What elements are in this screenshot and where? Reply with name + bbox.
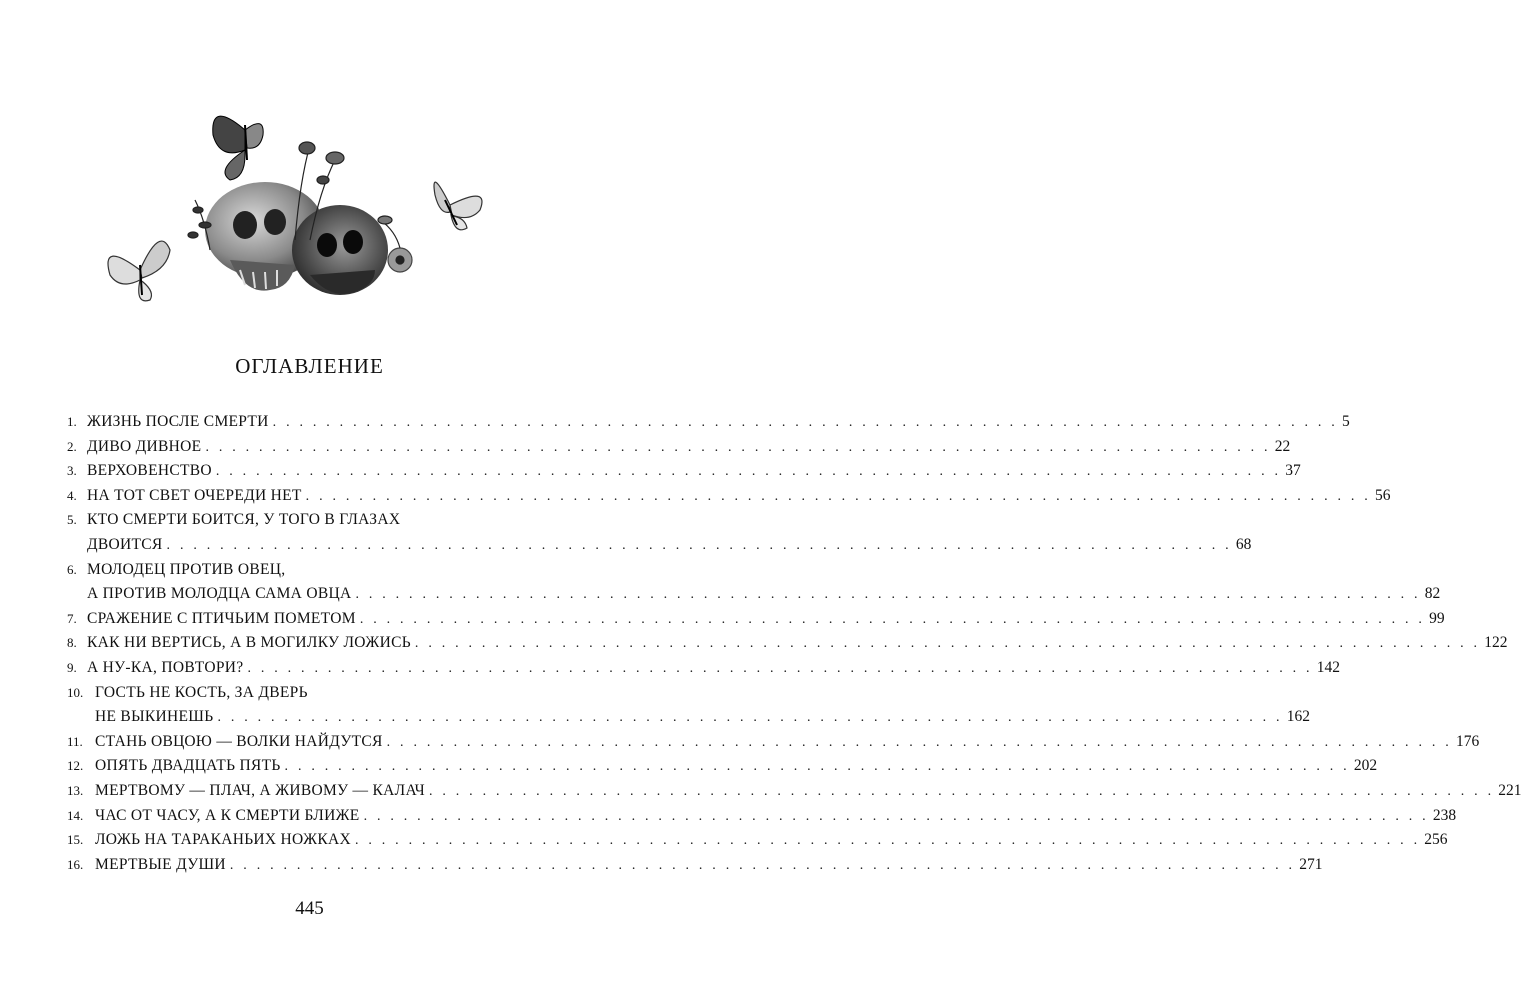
dot-leader: . . . . . . . . . . . . . . . . . . . . . . . . . . . . . . . . . . . . . . . . . . . . . . . . . . . . . . . . . . . . . . . . . . . . . . . . . . . . . . . . <box>205 439 1271 455</box>
toc-entry-number: 2. <box>67 438 77 454</box>
toc-entry-page: 221 <box>1498 781 1522 799</box>
toc-entry-number: 12. <box>67 758 84 774</box>
table-of-contents <box>67 410 1522 877</box>
toc-entry-number: 7. <box>67 610 77 626</box>
toc-entry-title: А ПРОТИВ МОЛОДЦА САМА ОВЦА <box>87 585 352 603</box>
dot-leader: . . . . . . . . . . . . . . . . . . . . . . . . . . . . . . . . . . . . . . . . . . . . . . . . . . . . . . . . . . . . . . . . . . . . . . . . . . . . . . . . <box>229 857 1296 873</box>
toc-entry-page: 68 <box>1235 535 1252 553</box>
toc-entry-title: ЖИЗНЬ ПОСЛЕ СМЕРТИ <box>87 413 269 430</box>
page-number: 445 <box>295 898 324 919</box>
dot-leader: . . . . . . . . . . . . . . . . . . . . . . . . . . . . . . . . . . . . . . . . . . . . . . . . . . . . . . . . . . . . . . . . . . . . . . . . . . . . . . . . <box>414 636 1481 652</box>
toc-entry-title: ВЕРХОВЕНСТВО <box>87 462 212 480</box>
butterfly-left-icon <box>108 241 170 301</box>
toc-entry <box>67 681 520 706</box>
toc-entry <box>67 853 1323 878</box>
toc-entry-title: НА ТОТ СВЕТ ОЧЕРЕДИ НЕТ <box>87 486 302 504</box>
dot-leader: . . . . . . . . . . . . . . . . . . . . . . . . . . . . . . . . . . . . . . . . . . . . . . . . . . . . . . . . . . . . . . . . . . . . . . . . . . . . . . . . <box>215 464 1282 480</box>
dot-leader: . . . . . . . . . . . . . . . . . . . . . . . . . . . . . . . . . . . . . . . . . . . . . . . . . . . . . . . . . . . . . . . . . . . . . . . . . . . . . . . . <box>354 833 1421 849</box>
toc-entry <box>67 828 1448 853</box>
toc-entry-page: 162 <box>1286 708 1310 726</box>
toc-entry-number: 5. <box>67 512 77 528</box>
toc-entry-number: 10. <box>67 684 84 700</box>
dot-leader: . . . . . . . . . . . . . . . . . . . . . . . . . . . . . . . . . . . . . . . . . . . . . . . . . . . . . . . . . . . . . . . . . . . . . . . . . . . . . . . . <box>284 759 1350 775</box>
toc-entry <box>67 435 1291 460</box>
dot-leader: . . . . . . . . . . . . . . . . . . . . . . . . . . . . . . . . . . . . . . . . . . . . . . . . . . . . . . . . . . . . . . . . . . . . . . . . . . . . . . . . <box>217 710 1283 726</box>
toc-entry-title: КТО СМЕРТИ БОИТСЯ, У ТОГО В ГЛАЗАХ <box>87 511 401 529</box>
toc-entry-title: СРАЖЕНИЕ С ПТИЧЬИМ ПОМЕТОМ <box>87 609 356 627</box>
toc-entry <box>67 484 1391 509</box>
toc-entry-number: 15. <box>67 832 84 848</box>
toc-entry-page: 82 <box>1424 585 1441 603</box>
toc-entry-number: 16. <box>67 856 84 872</box>
toc-entry-number: 4. <box>67 487 77 503</box>
toc-entry <box>67 582 1441 607</box>
dot-leader: . . . . . . . . . . . . . . . . . . . . . . . . . . . . . . . . . . . . . . . . . . . . . . . . . . . . . . . . . . . . . . . . . . . . . . . . . . . . . . . . <box>386 734 1452 750</box>
toc-entry-page: 176 <box>1455 732 1480 750</box>
toc-entry-page: 256 <box>1424 831 1448 849</box>
toc-entry <box>67 631 1508 656</box>
toc-entry-page: 271 <box>1299 855 1323 873</box>
toc-entry <box>67 754 1378 779</box>
toc-entry-title: ОПЯТЬ ДВАДЦАТЬ ПЯТЬ <box>95 757 281 775</box>
skulls-flowers-butterflies-illustration <box>95 100 515 310</box>
toc-entry-title: СТАНЬ ОВЦОЮ — ВОЛКИ НАЙДУТСЯ <box>95 732 383 750</box>
toc-entry-page: 238 <box>1432 806 1457 824</box>
toc-entry-title: ДИВО ДИВНОЕ <box>87 437 202 455</box>
dot-leader: . . . . . . . . . . . . . . . . . . . . . . . . . . . . . . . . . . . . . . . . . . . . . . . . . . . . . . . . . . . . . . . . . . . . . . . . . . . . . . . . <box>305 488 1371 504</box>
dot-leader: . . . . . . . . . . . . . . . . . . . . . . . . . . . . . . . . . . . . . . . . . . . . . . . . . . . . . . . . . . . . . . . . . . . . . . . . . . . . . . . . <box>428 783 1495 799</box>
toc-entry-number: 3. <box>67 463 77 479</box>
toc-entry-title: МЕРТВОМУ — ПЛАЧ, А ЖИВОМУ — КАЛАЧ <box>95 781 425 799</box>
toc-entry <box>67 410 1350 435</box>
toc-entry-page: 37 <box>1285 462 1301 480</box>
toc-entry <box>67 779 1522 804</box>
toc-entry-title: ЛОЖЬ НА ТАРАКАНЬИХ НОЖКАХ <box>95 831 351 849</box>
toc-entry-number: 8. <box>67 635 77 651</box>
toc-entry-number: 11. <box>67 733 83 749</box>
toc-entry <box>67 607 1445 632</box>
toc-entry-title: МОЛОДЕЦ ПРОТИВ ОВЕЦ, <box>87 560 286 578</box>
toc-entry-number: 14. <box>67 807 84 823</box>
dot-leader: . . . . . . . . . . . . . . . . . . . . . . . . . . . . . . . . . . . . . . . . . . . . . . . . . . . . . . . . . . . . . . . . . . . . . . . . . . . . . . . . <box>359 611 1426 627</box>
toc-entry <box>67 508 520 533</box>
toc-entry-page: 142 <box>1316 658 1341 676</box>
toc-entry-title: МЕРТВЫЕ ДУШИ <box>95 855 226 873</box>
toc-entry <box>67 558 520 583</box>
toc-entry <box>67 656 1341 681</box>
butterfly-top-icon <box>213 116 263 180</box>
toc-entry-page: 5 <box>1341 413 1350 430</box>
toc-entry-title: КАК НИ ВЕРТИСЬ, А В МОГИЛКУ ЛОЖИСЬ <box>87 634 411 652</box>
dot-leader: . . . . . . . . . . . . . . . . . . . . . . . . . . . . . . . . . . . . . . . . . . . . . . . . . . . . . . . . . . . . . . . . . . . . . . . . . . . . . . . . <box>363 808 1429 824</box>
dot-leader: . . . . . . . . . . . . . . . . . . . . . . . . . . . . . . . . . . . . . . . . . . . . . . . . . . . . . . . . . . . . . . . . . . . . . . . . . . . . . . . . <box>166 537 1232 553</box>
toc-heading: ОГЛАВЛЕНИЕ <box>235 354 384 378</box>
toc-entry-title: ДВОИТСЯ <box>87 535 163 553</box>
toc-entry <box>67 804 1457 829</box>
toc-entry <box>67 459 1301 484</box>
dot-leader: . . . . . . . . . . . . . . . . . . . . . . . . . . . . . . . . . . . . . . . . . . . . . . . . . . . . . . . . . . . . . . . . . . . . . . . . . . . . . . . . <box>272 415 1338 430</box>
toc-entry-number: 9. <box>67 659 77 675</box>
toc-entry <box>67 730 1480 755</box>
toc-entry-page: 122 <box>1484 634 1508 652</box>
toc-entry-page: 99 <box>1429 609 1445 627</box>
toc-entry <box>67 705 1310 730</box>
toc-entry-number: 13. <box>67 782 84 798</box>
toc-entry-number: 6. <box>67 561 77 577</box>
toc-entry-number: 1. <box>67 414 77 429</box>
right-skull-icon <box>292 205 388 295</box>
toc-entry-title: ГОСТЬ НЕ КОСТЬ, ЗА ДВЕРЬ <box>95 683 308 701</box>
butterfly-right-icon <box>434 182 482 230</box>
toc-entry <box>67 533 1252 558</box>
toc-entry-page: 202 <box>1353 757 1378 775</box>
toc-entry-title: НЕ ВЫКИНЕШЬ <box>95 708 214 726</box>
toc-entry-page: 22 <box>1274 437 1291 455</box>
dot-leader: . . . . . . . . . . . . . . . . . . . . . . . . . . . . . . . . . . . . . . . . . . . . . . . . . . . . . . . . . . . . . . . . . . . . . . . . . . . . . . . . <box>355 587 1421 603</box>
dot-leader: . . . . . . . . . . . . . . . . . . . . . . . . . . . . . . . . . . . . . . . . . . . . . . . . . . . . . . . . . . . . . . . . . . . . . . . . . . . . . . . . <box>247 660 1313 676</box>
toc-entry-title: ЧАС ОТ ЧАСУ, А К СМЕРТИ БЛИЖЕ <box>95 806 360 824</box>
toc-entry-title: А НУ-КА, ПОВТОРИ? <box>87 658 244 676</box>
toc-entry-page: 56 <box>1374 486 1391 504</box>
